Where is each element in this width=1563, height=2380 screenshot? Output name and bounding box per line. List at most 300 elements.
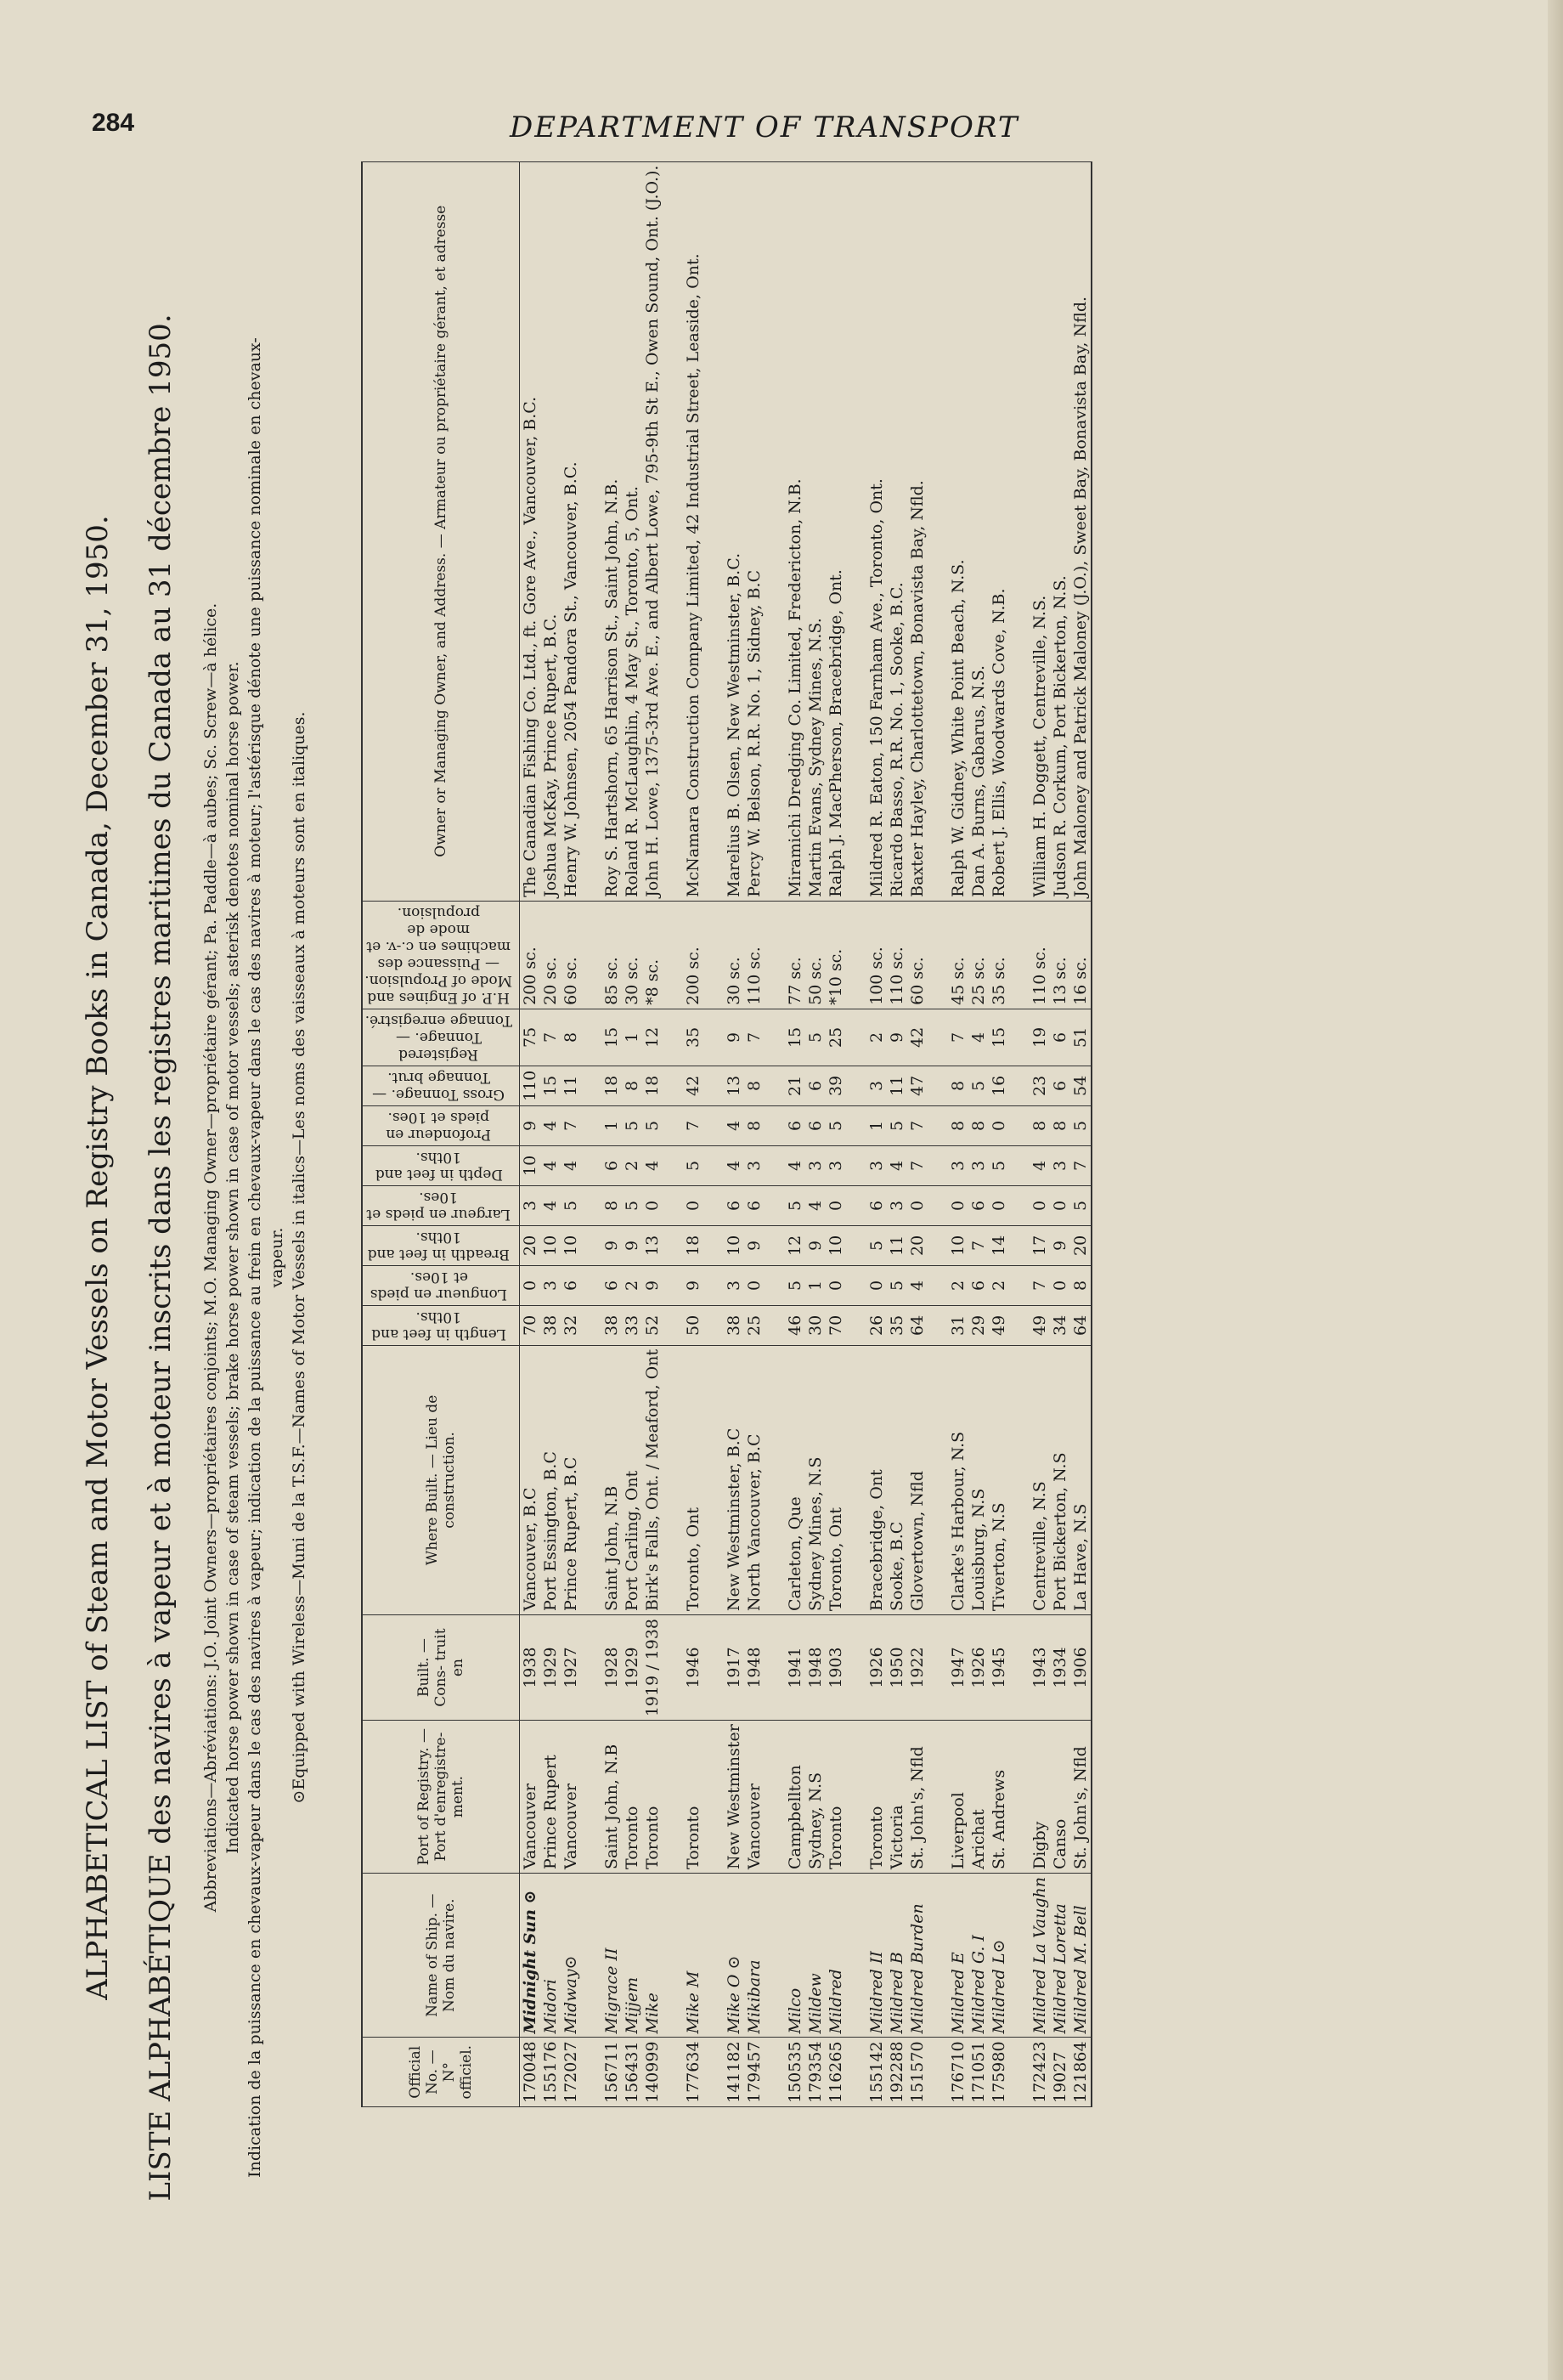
cell-year-built: 1917	[724, 1614, 744, 1720]
cell-official-no: 121864	[1070, 2038, 1092, 2107]
cell-length-ft: 35	[887, 1305, 907, 1345]
cell-official-no: 141182	[724, 2038, 744, 2107]
spacer-cell	[928, 1105, 948, 1145]
col-owner: Owner or Managing Owner, and Address. — Armateur ou propriétaire gérant, et adresse	[362, 161, 520, 901]
spacer-cell	[1009, 1066, 1030, 1105]
table-row	[805, 161, 826, 2106]
cell-depth-ft: 5	[989, 1145, 1009, 1185]
table-body	[520, 161, 1092, 2106]
cell-ship-name: Midway⊙	[561, 1874, 581, 2038]
row-spacer	[703, 161, 724, 2106]
cell-breadth-ft: 10	[724, 1225, 744, 1265]
spacer-cell	[928, 1305, 948, 1345]
table-row	[989, 161, 1009, 2106]
cell-ship-name: Midnight Sun ⊙	[520, 1874, 541, 2038]
cell-official-no: 179354	[805, 2038, 826, 2107]
cell-length-ft: 30	[805, 1305, 826, 1345]
cell-breadth-ft: 9	[622, 1225, 642, 1265]
cell-depth-10ths: 5	[826, 1105, 846, 1145]
spacer-cell	[1009, 1265, 1030, 1305]
spacer-cell	[703, 1185, 724, 1225]
cell-registered-tonnage: 6	[1050, 1009, 1070, 1066]
cell-depth-10ths: 8	[968, 1105, 989, 1145]
cell-official-no: 179457	[744, 2038, 765, 2107]
cell-owner-address: John Maloney and Patrick Maloney (J.O.), Sweet Bay, Bonavista Bay, Nfld.	[1070, 161, 1092, 901]
spacer-cell	[1009, 2038, 1030, 2107]
cell-registered-tonnage: 75	[520, 1009, 541, 1066]
cell-depth-10ths: 5	[1070, 1105, 1092, 1145]
cell-owner-address: Mildred R. Eaton, 150 Farnham Ave., Toronto, Ont.	[866, 161, 887, 901]
cell-gross-tonnage: 8	[622, 1066, 642, 1105]
cell-length-ft: 32	[561, 1305, 581, 1345]
note-wireless: ⊙Equipped with Wireless—Muni de la T.S.F.—Names of Motor Vessels in italics—Les noms des vaisseaux à moteurs sont en italiques.	[290, 711, 308, 1804]
cell-breadth-ft: 12	[785, 1225, 805, 1265]
cell-breadth-10ths: 5	[622, 1185, 642, 1225]
cell-ship-name: Mikibara	[744, 1874, 765, 2038]
cell-year-built: 1946	[683, 1614, 703, 1720]
cell-official-no: 150535	[785, 2038, 805, 2107]
cell-depth-ft: 4	[540, 1145, 561, 1185]
table-row	[520, 161, 541, 2106]
cell-gross-tonnage: 3	[866, 1066, 887, 1105]
cell-breadth-10ths: 6	[744, 1185, 765, 1225]
cell-official-no: 116265	[826, 2038, 846, 2107]
spacer-cell	[703, 1145, 724, 1185]
cell-length-10ths: 9	[642, 1265, 663, 1305]
cell-port-of-registry: Toronto	[683, 1721, 703, 1874]
cell-gross-tonnage: 110	[520, 1066, 541, 1105]
cell-breadth-10ths: 0	[642, 1185, 663, 1225]
cell-registered-tonnage: 7	[744, 1009, 765, 1066]
table-row	[948, 161, 968, 2106]
cell-horse-power: 16 sc.	[1070, 901, 1092, 1009]
cell-ship-name: Migrace II	[601, 1874, 622, 2038]
cell-year-built: 1929	[540, 1614, 561, 1720]
cell-breadth-10ths: 0	[1030, 1185, 1050, 1225]
cell-breadth-10ths: 0	[989, 1185, 1009, 1225]
cell-breadth-10ths: 5	[1070, 1185, 1092, 1225]
cell-length-ft: 25	[744, 1305, 765, 1345]
cell-depth-10ths: 7	[907, 1105, 928, 1145]
cell-breadth-10ths: 4	[540, 1185, 561, 1225]
spacer-cell	[846, 2038, 866, 2107]
cell-port-of-registry: Canso	[1050, 1721, 1070, 1874]
spacer-cell	[703, 1345, 724, 1614]
spacer-cell	[765, 2038, 785, 2107]
cell-where-built: Birk's Falls, Ont. / Meaford, Ont	[642, 1345, 663, 1614]
spacer-cell	[663, 1721, 683, 1874]
cell-registered-tonnage: 4	[968, 1009, 989, 1066]
cell-port-of-registry: Saint John, N.B	[601, 1721, 622, 1874]
cell-official-no: 140999	[642, 2038, 663, 2107]
spacer-cell	[928, 1185, 948, 1225]
cell-gross-tonnage: 6	[805, 1066, 826, 1105]
table-row	[1070, 161, 1092, 2106]
col-breadth-ft: Breadth in feet and 10ths.	[362, 1225, 520, 1265]
cell-ship-name: Mildred M. Bell	[1070, 1874, 1092, 2038]
cell-ship-name: Mildred Loretta	[1050, 1874, 1070, 2038]
cell-year-built: 1906	[1070, 1614, 1092, 1720]
cell-breadth-ft: 7	[968, 1225, 989, 1265]
spacer-cell	[846, 161, 866, 901]
note-abbreviations: Abbreviations—Abréviations: J.O. Joint Owners—propriétaires conjoints; M.O. Managing Owner—propriétaire gérant; Pa. Paddle—à aubes; Sc. Screw—à hélice.	[201, 602, 220, 1913]
cell-depth-10ths: 6	[805, 1105, 826, 1145]
cell-official-no: 156711	[601, 2038, 622, 2107]
cell-horse-power: *10 sc.	[826, 901, 846, 1009]
cell-year-built: 1903	[826, 1614, 846, 1720]
cell-breadth-ft: 20	[1070, 1225, 1092, 1265]
row-spacer	[581, 161, 601, 2106]
spacer-cell	[581, 901, 601, 1009]
cell-length-ft: 64	[1070, 1305, 1092, 1345]
cell-ship-name: Mildew	[805, 1874, 826, 2038]
cell-depth-10ths: 1	[866, 1105, 887, 1145]
cell-ship-name: Mildred G. I	[968, 1874, 989, 2038]
cell-port-of-registry: Victoria	[887, 1721, 907, 1874]
cell-depth-ft: 3	[805, 1145, 826, 1185]
cell-gross-tonnage: 11	[561, 1066, 581, 1105]
cell-official-no: 19027	[1050, 2038, 1070, 2107]
cell-length-10ths: 2	[948, 1265, 968, 1305]
cell-breadth-ft: 5	[866, 1225, 887, 1265]
cell-length-ft: 49	[1030, 1305, 1050, 1345]
spacer-cell	[765, 1105, 785, 1145]
spacer-cell	[581, 2038, 601, 2107]
spacer-cell	[703, 901, 724, 1009]
spacer-cell	[663, 1105, 683, 1145]
col-where-built: Where Built. — Lieu de construction.	[362, 1345, 520, 1614]
cell-port-of-registry: Sydney, N.S	[805, 1721, 826, 1874]
cell-horse-power: 25 sc.	[968, 901, 989, 1009]
cell-length-10ths: 6	[601, 1265, 622, 1305]
spacer-cell	[1009, 1874, 1030, 2038]
cell-owner-address: Percy W. Belson, R.R. No. 1, Sidney, B.C	[744, 161, 765, 901]
spacer-cell	[765, 1721, 785, 1874]
cell-where-built: Prince Rupert, B.C	[561, 1345, 581, 1614]
cell-owner-address: Henry W. Johnsen, 2054 Pandora St., Vancouver, B.C.	[561, 161, 581, 901]
cell-breadth-10ths: 4	[805, 1185, 826, 1225]
spacer-cell	[765, 1185, 785, 1225]
page-number: 284	[92, 109, 135, 137]
spacer-cell	[928, 1874, 948, 2038]
spacer-cell	[765, 1225, 785, 1265]
cell-where-built: Sydney Mines, N.S	[805, 1345, 826, 1614]
col-registered-tonnage: Registered Tonnage. — Tonnage enregistré.	[362, 1009, 520, 1066]
cell-horse-power: 110 sc.	[744, 901, 765, 1009]
cell-year-built: 1928	[601, 1614, 622, 1720]
cell-length-ft: 52	[642, 1305, 663, 1345]
spacer-cell	[663, 1225, 683, 1265]
cell-owner-address: Ralph J. MacPherson, Bracebridge, Ont.	[826, 161, 846, 901]
col-horse-power: H.P. of Engines and Mode of Propulsion. — Puissance des machines en c.-v. et mode de propulsion.	[362, 901, 520, 1009]
cell-where-built: Carleton, Que	[785, 1345, 805, 1614]
spacer-cell	[1009, 1345, 1030, 1614]
spacer-cell	[663, 1305, 683, 1345]
col-name: Name of Ship. — Nom du navire.	[362, 1874, 520, 2038]
cell-depth-10ths: 0	[989, 1105, 1009, 1145]
cell-depth-10ths: 1	[601, 1105, 622, 1145]
table-row	[826, 161, 846, 2106]
cell-horse-power: 85 sc.	[601, 901, 622, 1009]
cell-breadth-ft: 11	[887, 1225, 907, 1265]
cell-length-10ths: 0	[826, 1265, 846, 1305]
cell-official-no: 155142	[866, 2038, 887, 2107]
cell-year-built: 1943	[1030, 1614, 1050, 1720]
cell-official-no: 175980	[989, 2038, 1009, 2107]
cell-depth-ft: 7	[1070, 1145, 1092, 1185]
spacer-cell	[1009, 1105, 1030, 1145]
cell-ship-name: Mildred	[826, 1874, 846, 2038]
spacer-cell	[581, 1874, 601, 2038]
cell-where-built: Tiverton, N.S	[989, 1345, 1009, 1614]
cell-depth-10ths: 4	[724, 1105, 744, 1145]
cell-gross-tonnage: 18	[601, 1066, 622, 1105]
table-row	[622, 161, 642, 2106]
spacer-cell	[846, 1225, 866, 1265]
cell-breadth-ft: 18	[683, 1225, 703, 1265]
running-header: DEPARTMENT OF TRANSPORT	[510, 110, 1019, 144]
cell-where-built: Saint John, N.B	[601, 1345, 622, 1614]
cell-breadth-ft: 20	[907, 1225, 928, 1265]
spacer-cell	[1009, 1009, 1030, 1066]
cell-registered-tonnage: 7	[540, 1009, 561, 1066]
spacer-cell	[765, 1874, 785, 2038]
cell-registered-tonnage: 2	[866, 1009, 887, 1066]
cell-gross-tonnage: 39	[826, 1066, 846, 1105]
col-built: Built. — Cons- truit en	[362, 1614, 520, 1720]
col-length-10ths: Longueur en pieds et 10es.	[362, 1265, 520, 1305]
cell-horse-power: 30 sc.	[622, 901, 642, 1009]
cell-length-10ths: 2	[622, 1265, 642, 1305]
cell-where-built: Glovertown, Nfld	[907, 1345, 928, 1614]
spacer-cell	[581, 161, 601, 901]
cell-gross-tonnage: 11	[887, 1066, 907, 1105]
table-row	[785, 161, 805, 2106]
cell-horse-power: 110 sc.	[887, 901, 907, 1009]
cell-length-10ths: 6	[561, 1265, 581, 1305]
cell-year-built: 1922	[907, 1614, 928, 1720]
cell-port-of-registry: Vancouver	[520, 1721, 541, 1874]
spacer-cell	[581, 1614, 601, 1720]
cell-port-of-registry: Digby	[1030, 1721, 1050, 1874]
col-depth-ft: Depth in feet and 10ths.	[362, 1145, 520, 1185]
cell-length-10ths: 7	[1030, 1265, 1050, 1305]
cell-ship-name: Mildred La Vaughn	[1030, 1874, 1050, 2038]
cell-year-built: 1929	[622, 1614, 642, 1720]
spacer-cell	[663, 1345, 683, 1614]
spacer-cell	[846, 1265, 866, 1305]
spacer-cell	[663, 161, 683, 901]
cell-where-built: Port Carling, Ont	[622, 1345, 642, 1614]
spacer-cell	[703, 1305, 724, 1345]
spacer-cell	[846, 1009, 866, 1066]
col-depth-10ths: Profondeur en pieds et 10es.	[362, 1105, 520, 1145]
cell-depth-ft: 4	[561, 1145, 581, 1185]
spacer-cell	[846, 1305, 866, 1345]
spacer-cell	[765, 1305, 785, 1345]
cell-year-built: 1948	[744, 1614, 765, 1720]
cell-owner-address: Dan A. Burns, Gabarus, N.S.	[968, 161, 989, 901]
cell-breadth-10ths: 0	[826, 1185, 846, 1225]
cell-horse-power: 50 sc.	[805, 901, 826, 1009]
cell-ship-name: Midori	[540, 1874, 561, 2038]
cell-owner-address: Ricardo Basso, R.R. No. 1, Sooke, B.C.	[887, 161, 907, 901]
cell-owner-address: Martin Evans, Sydney Mines, N.S.	[805, 161, 826, 901]
cell-ship-name: Mike O ⊙	[724, 1874, 744, 2038]
title-english: ALPHABETICAL LIST of Steam and Motor Vessels on Registry Books in Canada, December 31, 1950.	[81, 515, 115, 2000]
cell-gross-tonnage: 54	[1070, 1066, 1092, 1105]
spacer-cell	[703, 2038, 724, 2107]
cell-owner-address: Marelius B. Olsen, New Westminster, B.C.	[724, 161, 744, 901]
row-spacer	[765, 161, 785, 2106]
cell-depth-ft: 3	[968, 1145, 989, 1185]
spacer-cell	[663, 1614, 683, 1720]
cell-registered-tonnage: 5	[805, 1009, 826, 1066]
cell-length-ft: 46	[785, 1305, 805, 1345]
cell-owner-address: Joshua McKay, Prince Rupert, B.C.	[540, 161, 561, 901]
spacer-cell	[846, 1185, 866, 1225]
spacer-cell	[928, 1225, 948, 1265]
cell-depth-ft: 7	[907, 1145, 928, 1185]
spacer-cell	[581, 1185, 601, 1225]
table-row	[724, 161, 744, 2106]
spacer-cell	[703, 1614, 724, 1720]
cell-depth-ft: 4	[785, 1145, 805, 1185]
cell-year-built: 1919 / 1938	[642, 1614, 663, 1720]
cell-breadth-10ths: 0	[683, 1185, 703, 1225]
cell-gross-tonnage: 5	[968, 1066, 989, 1105]
cell-length-10ths: 6	[968, 1265, 989, 1305]
cell-gross-tonnage: 15	[540, 1066, 561, 1105]
cell-port-of-registry: Campbellton	[785, 1721, 805, 1874]
spacer-cell	[703, 1265, 724, 1305]
cell-owner-address: McNamara Construction Company Limited, 42 Industrial Street, Leaside, Ont.	[683, 161, 703, 901]
spacer-cell	[663, 901, 683, 1009]
cell-where-built: New Westminster, B.C	[724, 1345, 744, 1614]
cell-year-built: 1927	[561, 1614, 581, 1720]
row-spacer	[1009, 161, 1030, 2106]
spacer-cell	[1009, 161, 1030, 901]
cell-length-10ths: 3	[724, 1265, 744, 1305]
cell-registered-tonnage: 9	[887, 1009, 907, 1066]
cell-registered-tonnage: 15	[989, 1009, 1009, 1066]
cell-horse-power: 77 sc.	[785, 901, 805, 1009]
cell-ship-name: Mildred II	[866, 1874, 887, 2038]
cell-breadth-ft: 20	[520, 1225, 541, 1265]
col-gross-tonnage: Gross Tonnage. — Tonnage brut.	[362, 1066, 520, 1105]
spacer-cell	[928, 1345, 948, 1614]
cell-breadth-ft: 10	[948, 1225, 968, 1265]
cell-ship-name: Mike M	[683, 1874, 703, 2038]
spacer-cell	[663, 1009, 683, 1066]
cell-depth-ft: 5	[683, 1145, 703, 1185]
cell-registered-tonnage: 15	[601, 1009, 622, 1066]
cell-port-of-registry: Liverpool	[948, 1721, 968, 1874]
spacer-cell	[846, 1721, 866, 1874]
spacer-cell	[928, 1265, 948, 1305]
cell-horse-power: 45 sc.	[948, 901, 968, 1009]
cell-depth-ft: 4	[724, 1145, 744, 1185]
spacer-cell	[928, 1614, 948, 1720]
cell-where-built: North Vancouver, B.C	[744, 1345, 765, 1614]
cell-port-of-registry: St. Andrews	[989, 1721, 1009, 1874]
cell-breadth-10ths: 6	[866, 1185, 887, 1225]
spacer-cell	[703, 1105, 724, 1145]
cell-breadth-ft: 17	[1030, 1225, 1050, 1265]
cell-gross-tonnage: 21	[785, 1066, 805, 1105]
spacer-cell	[581, 1345, 601, 1614]
cell-horse-power: 60 sc.	[561, 901, 581, 1009]
cell-depth-10ths: 8	[744, 1105, 765, 1145]
spacer-cell	[581, 1145, 601, 1185]
abbreviation-notes	[200, 331, 310, 2184]
cell-year-built: 1948	[805, 1614, 826, 1720]
cell-port-of-registry: Toronto	[866, 1721, 887, 1874]
spacer-cell	[846, 1105, 866, 1145]
table-row	[1030, 161, 1050, 2106]
cell-ship-name: Mildred L⊙	[989, 1874, 1009, 2038]
cell-length-10ths: 9	[683, 1265, 703, 1305]
cell-length-ft: 33	[622, 1305, 642, 1345]
cell-port-of-registry: Vancouver	[744, 1721, 765, 1874]
cell-breadth-10ths: 5	[561, 1185, 581, 1225]
cell-breadth-10ths: 0	[1050, 1185, 1070, 1225]
spacer-cell	[663, 1066, 683, 1105]
spacer-cell	[765, 1066, 785, 1105]
cell-length-ft: 70	[826, 1305, 846, 1345]
col-length-ft: Length in feet and 10ths.	[362, 1305, 520, 1345]
cell-depth-10ths: 7	[683, 1105, 703, 1145]
cell-where-built: Toronto, Ont	[826, 1345, 846, 1614]
cell-registered-tonnage: 15	[785, 1009, 805, 1066]
cell-depth-10ths: 4	[540, 1105, 561, 1145]
spacer-cell	[846, 1614, 866, 1720]
spacer-cell	[1009, 1185, 1030, 1225]
cell-length-ft: 34	[1050, 1305, 1070, 1345]
cell-registered-tonnage: 19	[1030, 1009, 1050, 1066]
cell-length-ft: 49	[989, 1305, 1009, 1345]
cell-gross-tonnage: 6	[1050, 1066, 1070, 1105]
cell-horse-power: 30 sc.	[724, 901, 744, 1009]
cell-length-ft: 38	[724, 1305, 744, 1345]
cell-official-no: 151570	[907, 2038, 928, 2107]
note-horse-power-fr: Indication de la puissance en chevaux-vapeur dans le cas des navires à vapeur; indication de la puissance au frein en chevaux-vapeur dans le cas des navires à moteur; l'astérisque dénote une puissance nominale en chevaux-vapeur.	[245, 337, 286, 2178]
cell-depth-10ths: 5	[642, 1105, 663, 1145]
cell-owner-address: Judson R. Corkum, Port Bickerton, N.S.	[1050, 161, 1070, 901]
cell-gross-tonnage: 42	[683, 1066, 703, 1105]
table-row	[1050, 161, 1070, 2106]
cell-port-of-registry: St. John's, Nfld	[1070, 1721, 1092, 1874]
cell-horse-power: 20 sc.	[540, 901, 561, 1009]
table-row	[642, 161, 663, 2106]
row-spacer	[846, 161, 866, 2106]
spacer-cell	[581, 1305, 601, 1345]
table-row	[683, 161, 703, 2106]
row-spacer	[928, 161, 948, 2106]
cell-ship-name: Mijjem	[622, 1874, 642, 2038]
spacer-cell	[703, 1009, 724, 1066]
col-official-no: Official No. — N° officiel.	[362, 2038, 520, 2107]
title-french: LISTE ALPHABÉTIQUE des navires à vapeur et à moteur inscrits dans les registres maritimes du Canada au 31 décembre 1950.	[144, 314, 178, 2202]
spacer-cell	[581, 1066, 601, 1105]
table-row	[866, 161, 887, 2106]
spacer-cell	[1009, 1225, 1030, 1265]
spacer-cell	[581, 1009, 601, 1066]
spacer-cell	[703, 1066, 724, 1105]
spacer-cell	[846, 1874, 866, 2038]
cell-owner-address: Miramichi Dredging Co. Limited, Fredericton, N.B.	[785, 161, 805, 901]
cell-port-of-registry: Toronto	[642, 1721, 663, 1874]
